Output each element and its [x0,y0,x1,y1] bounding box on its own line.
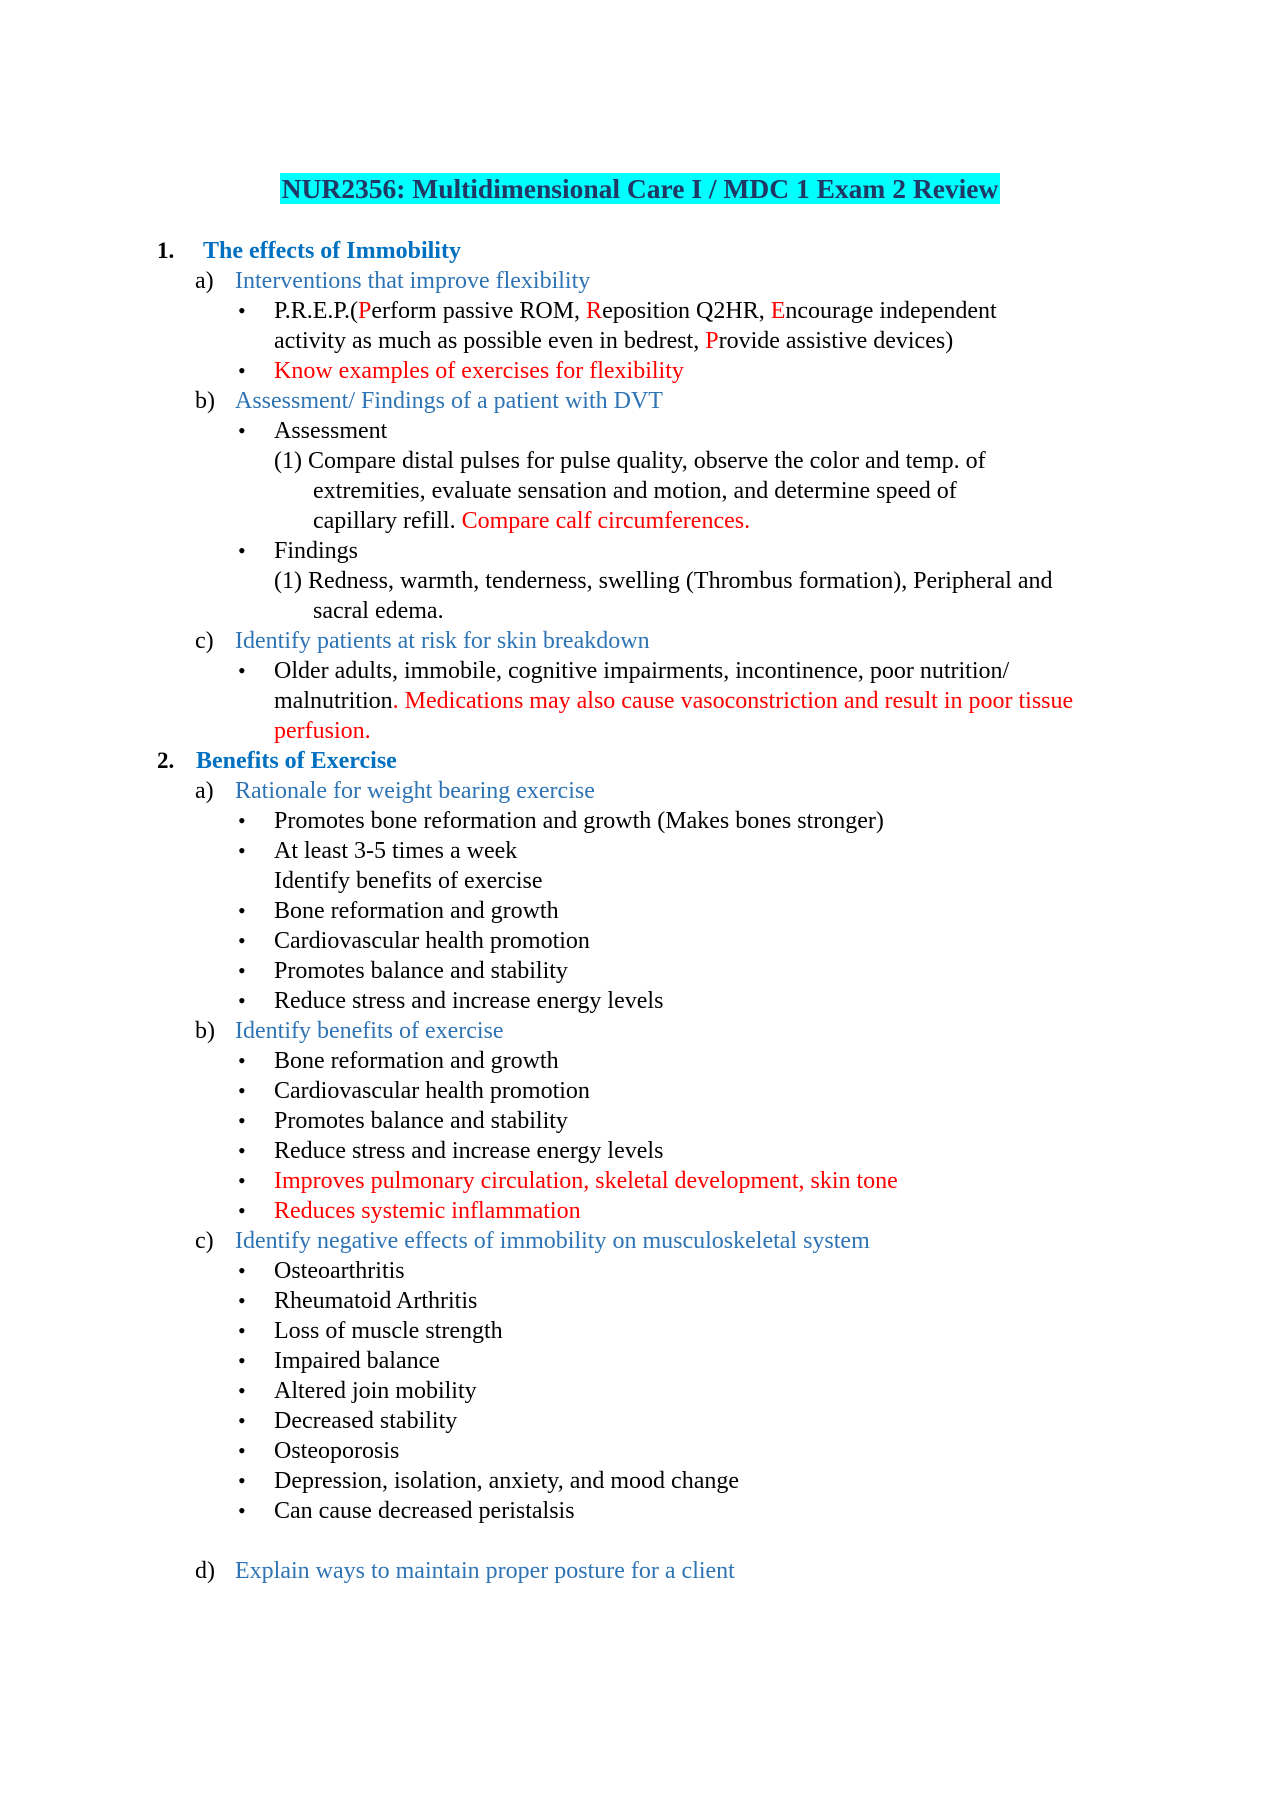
list-item-continuation: perfusion. [274,718,371,744]
section-number: 2. [157,748,175,773]
list-item: Promotes balance and stability [274,958,568,984]
list-item: Altered join mobility [274,1378,477,1404]
subsection-label: c) [195,1228,214,1254]
bullet-icon: • [238,1288,246,1313]
bullet-icon: • [238,1348,246,1373]
bullet-icon: • [238,898,246,923]
list-item-continuation: malnutrition. Medications may also cause vasoconstriction and result in poor tissue [274,688,1074,714]
numbered-item: (1) Compare distal pulses for pulse quality, observe the color and temp. of [274,448,986,474]
numbered-item-continuation: extremities, evaluate sensation and motion, and determine speed of [313,478,957,504]
subsection-heading: Assessment/ Findings of a patient with DVT [235,388,663,414]
subsection-heading: Rationale for weight bearing exercise [235,778,595,804]
list-item: Know examples of exercises for flexibility [274,358,684,384]
list-item-continuation: activity as much as possible even in bedrest, Provide assistive devices) [274,328,954,354]
list-item: Depression, isolation, anxiety, and mood change [274,1468,739,1494]
bullet-icon: • [238,1468,246,1493]
list-item: Loss of muscle strength [274,1318,503,1344]
subsection-label: a) [195,778,214,804]
list-item: Osteoporosis [274,1438,400,1464]
subsection-heading: Explain ways to maintain proper posture for a client [235,1558,735,1584]
document-title: NUR2356: Multidimensional Care I / MDC 1 Exam 2 Review [281,173,999,204]
list-item: Osteoarthritis [274,1258,405,1284]
list-item: Promotes balance and stability [274,1108,568,1134]
list-item: Rheumatoid Arthritis [274,1288,478,1314]
list-subheading: Identify benefits of exercise [274,868,543,894]
subsection-label: a) [195,268,214,294]
section-number: 1. [157,238,175,263]
bullet-icon: • [238,1408,246,1433]
bullet-icon: • [238,808,246,833]
list-item: Reduces systemic inflammation [274,1198,581,1224]
subsection-heading: Identify patients at risk for skin breakdown [235,628,650,654]
bullet-icon: • [238,928,246,953]
bullet-icon: • [238,658,246,683]
subsection-label: d) [195,1558,215,1584]
bullet-icon: • [238,358,246,383]
bullet-icon: • [238,298,246,323]
bullet-icon: • [238,1318,246,1343]
bullet-icon: • [238,1258,246,1283]
list-item: Bone reformation and growth [274,1048,559,1074]
list-item: Findings [274,538,359,564]
list-item: At least 3-5 times a week [274,838,518,864]
subsection-label: c) [195,628,214,654]
list-item: Improves pulmonary circulation, skeletal development, skin tone [274,1168,898,1194]
bullet-icon: • [238,1078,246,1103]
subsection-heading: Identify benefits of exercise [235,1018,504,1044]
list-item: Impaired balance [274,1348,440,1374]
section-heading: The effects of Immobility [203,238,461,264]
bullet-icon: • [238,838,246,863]
bullet-icon: • [238,1438,246,1463]
list-item: Cardiovascular health promotion [274,928,590,954]
bullet-icon: • [238,1138,246,1163]
bullet-icon: • [238,1168,246,1193]
subsection-label: b) [195,1018,215,1044]
bullet-icon: • [238,1108,246,1133]
list-item: Decreased stability [274,1408,458,1434]
list-item: Cardiovascular health promotion [274,1078,590,1104]
subsection-heading: Identify negative effects of immobility on musculoskeletal system [235,1228,870,1254]
bullet-icon: • [238,1198,246,1223]
numbered-item: (1) Redness, warmth, tenderness, swelling (Thrombus formation), Peripheral and [274,568,1053,594]
bullet-icon: • [238,538,246,563]
list-item: Assessment [274,418,388,444]
list-item: P.R.E.P.(Perform passive ROM, Reposition Q2HR, Encourage independent [274,298,997,324]
bullet-icon: • [238,418,246,443]
bullet-icon: • [238,1048,246,1073]
numbered-item-continuation: capillary refill. Compare calf circumferences. [313,508,751,534]
bullet-icon: • [238,1498,246,1523]
section-heading: Benefits of Exercise [196,748,397,774]
list-item: Bone reformation and growth [274,898,559,924]
list-item: Promotes bone reformation and growth (Makes bones stronger) [274,808,884,834]
list-item: Reduce stress and increase energy levels [274,1138,664,1164]
numbered-item-continuation: sacral edema. [313,598,444,624]
bullet-icon: • [238,988,246,1013]
bullet-icon: • [238,1378,246,1403]
list-item: Can cause decreased peristalsis [274,1498,575,1524]
list-item: Reduce stress and increase energy levels [274,988,664,1014]
list-item: Older adults, immobile, cognitive impairments, incontinence, poor nutrition/ [274,658,1010,684]
subsection-label: b) [195,388,215,414]
subsection-heading: Interventions that improve flexibility [235,268,591,294]
bullet-icon: • [238,958,246,983]
